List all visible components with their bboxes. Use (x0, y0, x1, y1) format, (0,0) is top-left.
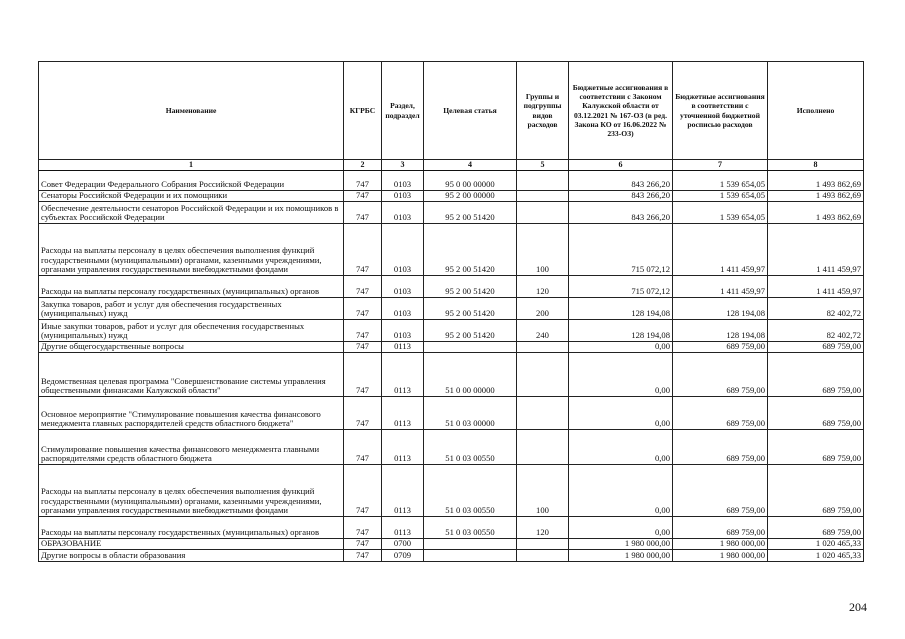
column-number-row (39, 160, 864, 171)
cell-target-article: 95 2 00 00000 (424, 190, 517, 201)
cell-section: 0113 (382, 429, 424, 464)
cell-refined-allocation: 1 411 459,97 (673, 275, 768, 297)
cell-expense-group (517, 352, 569, 396)
cell-executed: 689 759,00 (768, 429, 864, 464)
cell-executed: 1 493 862,69 (768, 201, 864, 223)
cell-expense-group: 240 (517, 319, 569, 341)
cell-executed: 689 759,00 (768, 352, 864, 396)
cell-expense-group (517, 538, 569, 549)
header-section: Раздел, подраздел (382, 62, 424, 160)
cell-law-allocation: 128 194,08 (569, 319, 673, 341)
cell-law-allocation: 0,00 (569, 352, 673, 396)
cell-section: 0103 (382, 297, 424, 319)
cell-refined-allocation: 1 980 000,00 (673, 549, 768, 561)
cell-kgrbs: 747 (344, 396, 382, 429)
cell-target-article: 95 2 00 51420 (424, 275, 517, 297)
cell-expense-group (517, 549, 569, 561)
cell-expense-group (517, 396, 569, 429)
cell-kgrbs: 747 (344, 297, 382, 319)
cell-kgrbs: 747 (344, 341, 382, 352)
cell-name: Расходы на выплаты персоналу в целях обеспечения выполнения функций государственными (муниципальными) органами, казенными учреждениями, органами управления государственными внебюджетными фондами (39, 223, 344, 275)
header-name: Наименование (39, 62, 344, 160)
cell-law-allocation: 0,00 (569, 429, 673, 464)
cell-target-article (424, 341, 517, 352)
table-row (39, 396, 864, 429)
cell-section: 0103 (382, 190, 424, 201)
cell-law-allocation: 1 980 000,00 (569, 549, 673, 561)
table-row (39, 275, 864, 297)
cell-refined-allocation: 689 759,00 (673, 464, 768, 516)
table-row (39, 319, 864, 341)
cell-expense-group (517, 190, 569, 201)
cell-executed: 82 402,72 (768, 319, 864, 341)
cell-name: Сенаторы Российской Федерации и их помощники (39, 190, 344, 201)
cell-executed: 1 493 862,69 (768, 170, 864, 190)
cell-executed: 1 411 459,97 (768, 275, 864, 297)
cell-section: 0709 (382, 549, 424, 561)
cell-section: 0113 (382, 464, 424, 516)
cell-refined-allocation: 1 539 654,05 (673, 201, 768, 223)
cell-expense-group (517, 201, 569, 223)
table-row (39, 201, 864, 223)
cell-executed: 1 493 862,69 (768, 190, 864, 201)
cell-kgrbs: 747 (344, 190, 382, 201)
cell-executed: 1 020 465,33 (768, 538, 864, 549)
column-number: 2 (344, 160, 382, 171)
cell-refined-allocation: 128 194,08 (673, 319, 768, 341)
cell-executed: 689 759,00 (768, 464, 864, 516)
cell-section: 0700 (382, 538, 424, 549)
table-row (39, 297, 864, 319)
cell-name: Основное мероприятие "Стимулирование повышения качества финансового менеджмента главных распорядителей средств областного бюджета" (39, 396, 344, 429)
table-row (39, 190, 864, 201)
header-kgrbs: КГРБС (344, 62, 382, 160)
cell-expense-group: 100 (517, 464, 569, 516)
cell-expense-group: 120 (517, 275, 569, 297)
cell-law-allocation: 843 266,20 (569, 201, 673, 223)
cell-refined-allocation: 128 194,08 (673, 297, 768, 319)
cell-section: 0103 (382, 201, 424, 223)
cell-section: 0103 (382, 319, 424, 341)
cell-expense-group: 100 (517, 223, 569, 275)
cell-executed: 689 759,00 (768, 516, 864, 538)
cell-expense-group (517, 170, 569, 190)
cell-target-article (424, 538, 517, 549)
cell-target-article (424, 549, 517, 561)
cell-law-allocation: 843 266,20 (569, 190, 673, 201)
cell-name: Закупка товаров, работ и услуг для обеспечения государственных (муниципальных) нужд (39, 297, 344, 319)
column-number: 7 (673, 160, 768, 171)
cell-expense-group: 120 (517, 516, 569, 538)
cell-refined-allocation: 689 759,00 (673, 396, 768, 429)
table-row (39, 429, 864, 464)
cell-section: 0103 (382, 275, 424, 297)
cell-section: 0103 (382, 223, 424, 275)
cell-law-allocation: 0,00 (569, 464, 673, 516)
cell-target-article: 51 0 03 00000 (424, 396, 517, 429)
cell-name: Другие общегосударственные вопросы (39, 341, 344, 352)
cell-section: 0103 (382, 170, 424, 190)
cell-kgrbs: 747 (344, 170, 382, 190)
cell-executed: 1 411 459,97 (768, 223, 864, 275)
cell-kgrbs: 747 (344, 319, 382, 341)
column-number: 1 (39, 160, 344, 171)
cell-kgrbs: 747 (344, 464, 382, 516)
cell-kgrbs: 747 (344, 538, 382, 549)
cell-section: 0113 (382, 516, 424, 538)
table-row (39, 223, 864, 275)
cell-law-allocation: 128 194,08 (569, 297, 673, 319)
cell-refined-allocation: 689 759,00 (673, 516, 768, 538)
cell-section: 0113 (382, 396, 424, 429)
cell-law-allocation: 715 072,12 (569, 275, 673, 297)
header-row (39, 62, 864, 160)
header-target-article: Целевая статья (424, 62, 517, 160)
column-number: 3 (382, 160, 424, 171)
cell-refined-allocation: 689 759,00 (673, 341, 768, 352)
column-number: 4 (424, 160, 517, 171)
cell-kgrbs: 747 (344, 429, 382, 464)
table-row (39, 549, 864, 561)
cell-name: Расходы на выплаты персоналу государственных (муниципальных) органов (39, 275, 344, 297)
table-row (39, 464, 864, 516)
header-executed: Исполнено (768, 62, 864, 160)
table-row (39, 341, 864, 352)
cell-target-article: 51 0 03 00550 (424, 429, 517, 464)
cell-name: Иные закупки товаров, работ и услуг для обеспечения государственных (муниципальных) нужд (39, 319, 344, 341)
cell-law-allocation: 0,00 (569, 396, 673, 429)
cell-law-allocation: 843 266,20 (569, 170, 673, 190)
cell-law-allocation: 715 072,12 (569, 223, 673, 275)
page-number: 204 (849, 600, 867, 614)
budget-execution-table (38, 61, 864, 562)
cell-refined-allocation: 1 539 654,05 (673, 170, 768, 190)
cell-refined-allocation: 1 980 000,00 (673, 538, 768, 549)
table-body (39, 170, 864, 561)
cell-executed: 689 759,00 (768, 341, 864, 352)
header-expense-groups: Группы и подгруппы видов расходов (517, 62, 569, 160)
cell-refined-allocation: 689 759,00 (673, 352, 768, 396)
column-number: 5 (517, 160, 569, 171)
cell-name: Совет Федерации Федерального Собрания Российской Федерации (39, 170, 344, 190)
cell-target-article: 95 0 00 00000 (424, 170, 517, 190)
cell-kgrbs: 747 (344, 201, 382, 223)
cell-name: Стимулирование повышения качества финансового менеджмента главными распорядителями средств областного бюджета (39, 429, 344, 464)
cell-section: 0113 (382, 341, 424, 352)
cell-law-allocation: 1 980 000,00 (569, 538, 673, 549)
cell-target-article: 95 2 00 51420 (424, 223, 517, 275)
cell-target-article: 95 2 00 51420 (424, 297, 517, 319)
table-row (39, 170, 864, 190)
cell-target-article: 95 2 00 51420 (424, 319, 517, 341)
cell-executed: 689 759,00 (768, 396, 864, 429)
cell-name: Ведомственная целевая программа "Совершенствование системы управления общественными финансами Калужской области" (39, 352, 344, 396)
cell-name: ОБРАЗОВАНИЕ (39, 538, 344, 549)
table-row (39, 352, 864, 396)
cell-refined-allocation: 1 539 654,05 (673, 190, 768, 201)
cell-target-article: 95 2 00 51420 (424, 201, 517, 223)
table-row (39, 516, 864, 538)
cell-refined-allocation: 689 759,00 (673, 429, 768, 464)
cell-target-article: 51 0 00 00000 (424, 352, 517, 396)
cell-target-article: 51 0 03 00550 (424, 464, 517, 516)
table-row (39, 538, 864, 549)
cell-law-allocation: 0,00 (569, 516, 673, 538)
header-refined-allocations: Бюджетные ассигнования в соответствии с уточненной бюджетной росписью расходов (673, 62, 768, 160)
column-number: 6 (569, 160, 673, 171)
cell-name: Расходы на выплаты персоналу в целях обеспечения выполнения функций государственными (муниципальными) органами, казенными учреждениями, органами управления государственными внебюджетными фондами (39, 464, 344, 516)
cell-refined-allocation: 1 411 459,97 (673, 223, 768, 275)
cell-executed: 82 402,72 (768, 297, 864, 319)
cell-target-article: 51 0 03 00550 (424, 516, 517, 538)
cell-expense-group (517, 429, 569, 464)
header-law-allocations: Бюджетные ассигнования в соответствии с Законом Калужской области от 03.12.2021 № 167-ОЗ (в ред. Закона КО от 16.06.2022 № 233-ОЗ) (569, 62, 673, 160)
cell-name: Расходы на выплаты персоналу государственных (муниципальных) органов (39, 516, 344, 538)
cell-law-allocation: 0,00 (569, 341, 673, 352)
cell-kgrbs: 747 (344, 275, 382, 297)
cell-name: Другие вопросы в области образования (39, 549, 344, 561)
cell-name: Обеспечение деятельности сенаторов Российской Федерации и их помощников в субъектах Российской Федерации (39, 201, 344, 223)
cell-executed: 1 020 465,33 (768, 549, 864, 561)
column-number: 8 (768, 160, 864, 171)
cell-section: 0113 (382, 352, 424, 396)
cell-expense-group: 200 (517, 297, 569, 319)
cell-kgrbs: 747 (344, 352, 382, 396)
cell-kgrbs: 747 (344, 516, 382, 538)
cell-kgrbs: 747 (344, 223, 382, 275)
cell-kgrbs: 747 (344, 549, 382, 561)
cell-expense-group (517, 341, 569, 352)
